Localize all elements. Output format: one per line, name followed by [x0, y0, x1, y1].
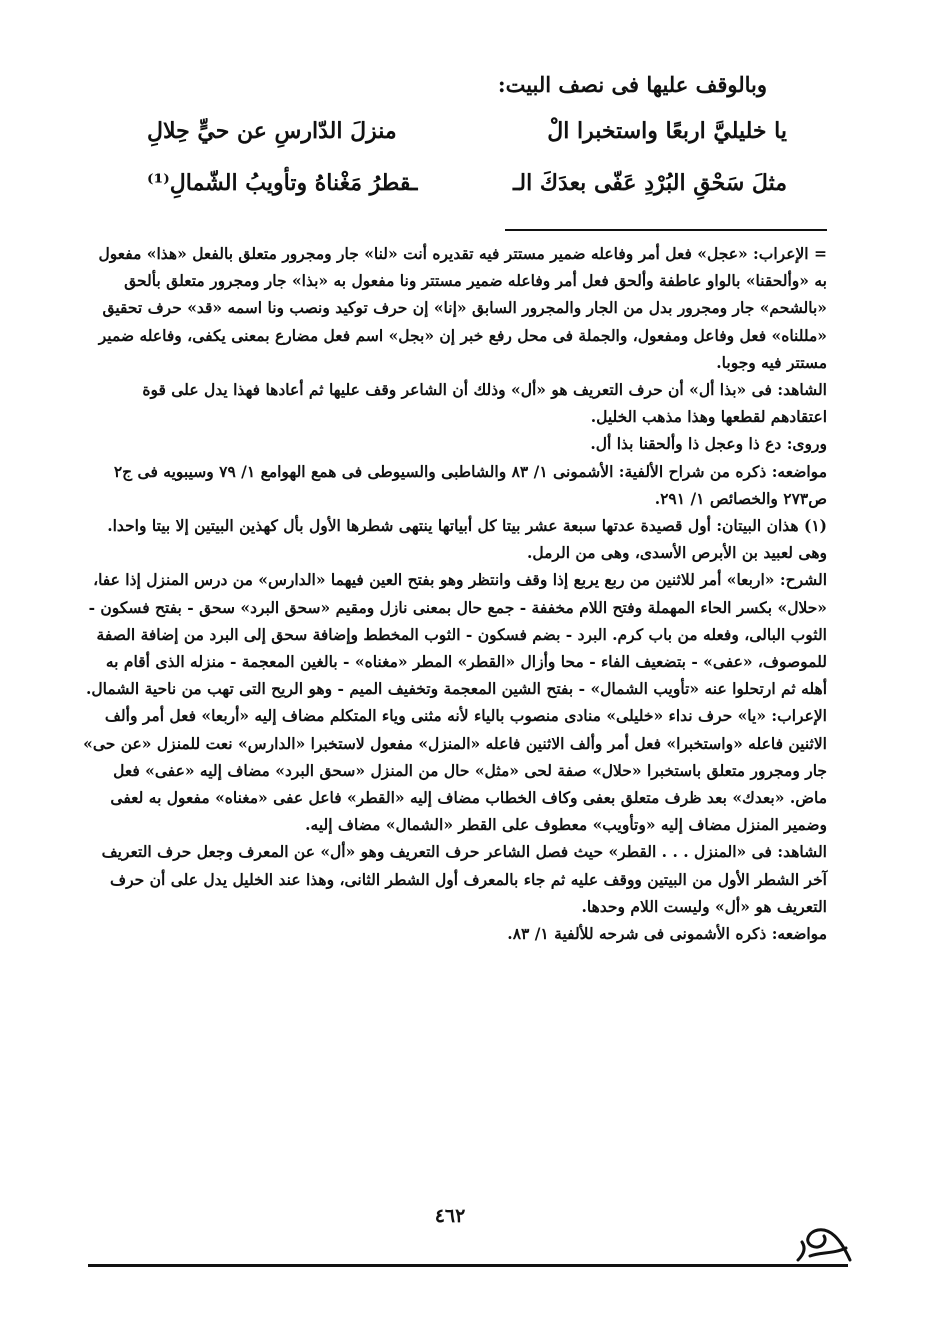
note-label: الشاهد: — [777, 380, 827, 400]
bottom-rule — [88, 1264, 848, 1267]
verse-1-first-hemistich: يا خليليَّ اربعًا واستخبرا الْ — [547, 118, 787, 144]
note-label: وروى: — [786, 434, 827, 454]
note-text: «عجل» فعل أمر وفاعله ضمير مستتر فيه تقديره أنت «لنا» جار ومجرور متعلق بالفعل «هذا» مفعول به «وألحقنا» بالواو عاطفة وألحق فعل أمر وفاعله ضمير مستتر ونا مفعول به «بذا» جار ومجرور متعلق بألحق «بالشحم» جار ومجرور بدل من الجار والمجرور السابق «إنا» إن حرف توكيد ونصب ونا اسمه «قد» حرف تحقيق «مللناه» فعل وفاعل ومفعول، والجملة فى محل رفع خبر إن «بجل» اسم فعل مضارع بمعنى يكفى، وفاعله ضمير مستتر فيه وجوبا. — [98, 244, 827, 372]
footnote-separator — [505, 229, 827, 231]
note-label: (١) هذان البيتان: — [716, 516, 827, 536]
note-text: فى «بذا أل» أن حرف التعريف هو «أل» وذلك أن الشاعر وقف عليها ثم أعادها فهذا يدل على قوة اعتقادهم لقطعها وهذا مذهب الخليل. — [142, 380, 827, 427]
note-text: دع ذا وعجل ذا وألحقنا بذا أل. — [590, 434, 782, 454]
note-label: الإعراب: — [771, 706, 827, 726]
note-irab-2 — [82, 702, 827, 838]
verse-1-second-hemistich: منزلَ الدّارسِ عن حيٍّ حِلالِ — [147, 118, 397, 144]
note-text: فى «المنزل . . . القطر» حيث فصل الشاعر حرف التعريف وهو «أل» عن المعرف وجعل حرف التعريف آخر الشطر الأول من البيتين ووقف عليه ثم جاء بالمعرف أول الشطر الثانى، وهذا عند الخليل يدل على أن حرف التعريف هو «أل» وليست اللام وحدها. — [101, 842, 827, 916]
note-text: ذكره الأشمونى فى شرحه للألفية ١/ ٨٣. — [507, 924, 767, 944]
verse-2-second-hemistich: ـقطرُ مَغْناهُ وتأويبُ الشّمالِ⁽¹⁾ — [147, 170, 418, 196]
note-text: «اربعا» أمر للاثنين من ربع يربع إذا وقف وانتظر وهو بفتح العين فيهما «الدارس» من درس المنزل إذا عفا، «حلال» بكسر الحاء المهملة وفتح اللام مخففة - جمع حال بمعنى نازل ومقيم «سحق البرد» سحق - بفتح فسكون - الثوب البالى، وفعله من باب كرم. البرد - بضم فسكون - الثوب المخطط وإضافة سحق إلى البرد من إضافة الصفة للموصوف، «عفى» - بتضعيف الفاء - محا وأزال «القطر» المطر «مغناه» - بالغين المعجمة - منزله الذى أقام به أهله ثم ارتحلوا عنه «تأويب الشمال» - بفتح الشين المعجمة وتخفيف الميم - وهو الريح التى تهب من ناحية الشمال. — [85, 570, 827, 699]
note-label: = الإعراب: — [753, 244, 827, 263]
note-text: أول قصيدة عدتها سبعة عشر بيتا كل أبياتها ينتهى شطرها الأول بأل كهذين البيتين إلا بيتا واحدا. وهى لعبيد بن الأبرص الأسدى، وهى من الرمل. — [107, 516, 827, 563]
note-mawadiuh-2 — [82, 920, 827, 947]
ornament-icon — [790, 1208, 860, 1268]
note-label: الشرح: — [779, 570, 827, 590]
verse-2-first-hemistich: مثلَ سَحْقِ البُرْدِ عَفّى بعدَكَ الـ — [512, 170, 787, 196]
note-label: الشاهد: — [777, 842, 827, 862]
note-mawadiuh-1 — [82, 458, 827, 512]
note-text: ذكره من شراح الألفية: الأشمونى ١/ ٨٣ والشاطبى والسيوطى فى همع الهوامع ١/ ٧٩ وسيبويه فى ج٢ ص٢٧٣ والخصائص ١/ ٢٩١. — [113, 461, 827, 508]
note-riwaya — [82, 430, 827, 457]
note-label: مواضعه: — [771, 461, 827, 481]
note-shahid-1 — [82, 376, 827, 430]
note-shahid-2 — [82, 838, 827, 920]
note-sharh — [82, 566, 827, 702]
intro-line: وبالوقف عليها فى نصف البيت: — [497, 72, 767, 97]
note-text: «يا» حرف نداء «خليلى» منادى منصوب بالياء لأنه مثنى وياء المتكلم مضاف إليه «أربعا» فعل أمر وألف الاثنين فاعله «واستخبرا» فعل أمر وألف الاثنين فاعله «المنزل» مفعول لاستخبرا «الدارس» نعت للمنزل «عن حى» جار ومجرور متعلق باستخبرا «حلال» صفة لحى «مثل» حال من المنزل «سحق البرد» مضاف إليه «عفى» فعل ماض. «بعدك» بعد ظرف متعلق بعفى وكاف الخطاب مضاف إليه «القطر» فاعل عفى «مغناه» مفعول به لعفى وضمير المنزل مضاف إليه «وتأويب» معطوف على القطر «الشمال» مضاف إليه. — [83, 706, 827, 835]
note-label: مواضعه: — [771, 924, 827, 944]
note-footnote-1 — [82, 512, 827, 566]
page-number: ٤٦٢ — [434, 1205, 466, 1227]
footnotes — [82, 240, 827, 947]
note-irab-1 — [82, 240, 827, 376]
